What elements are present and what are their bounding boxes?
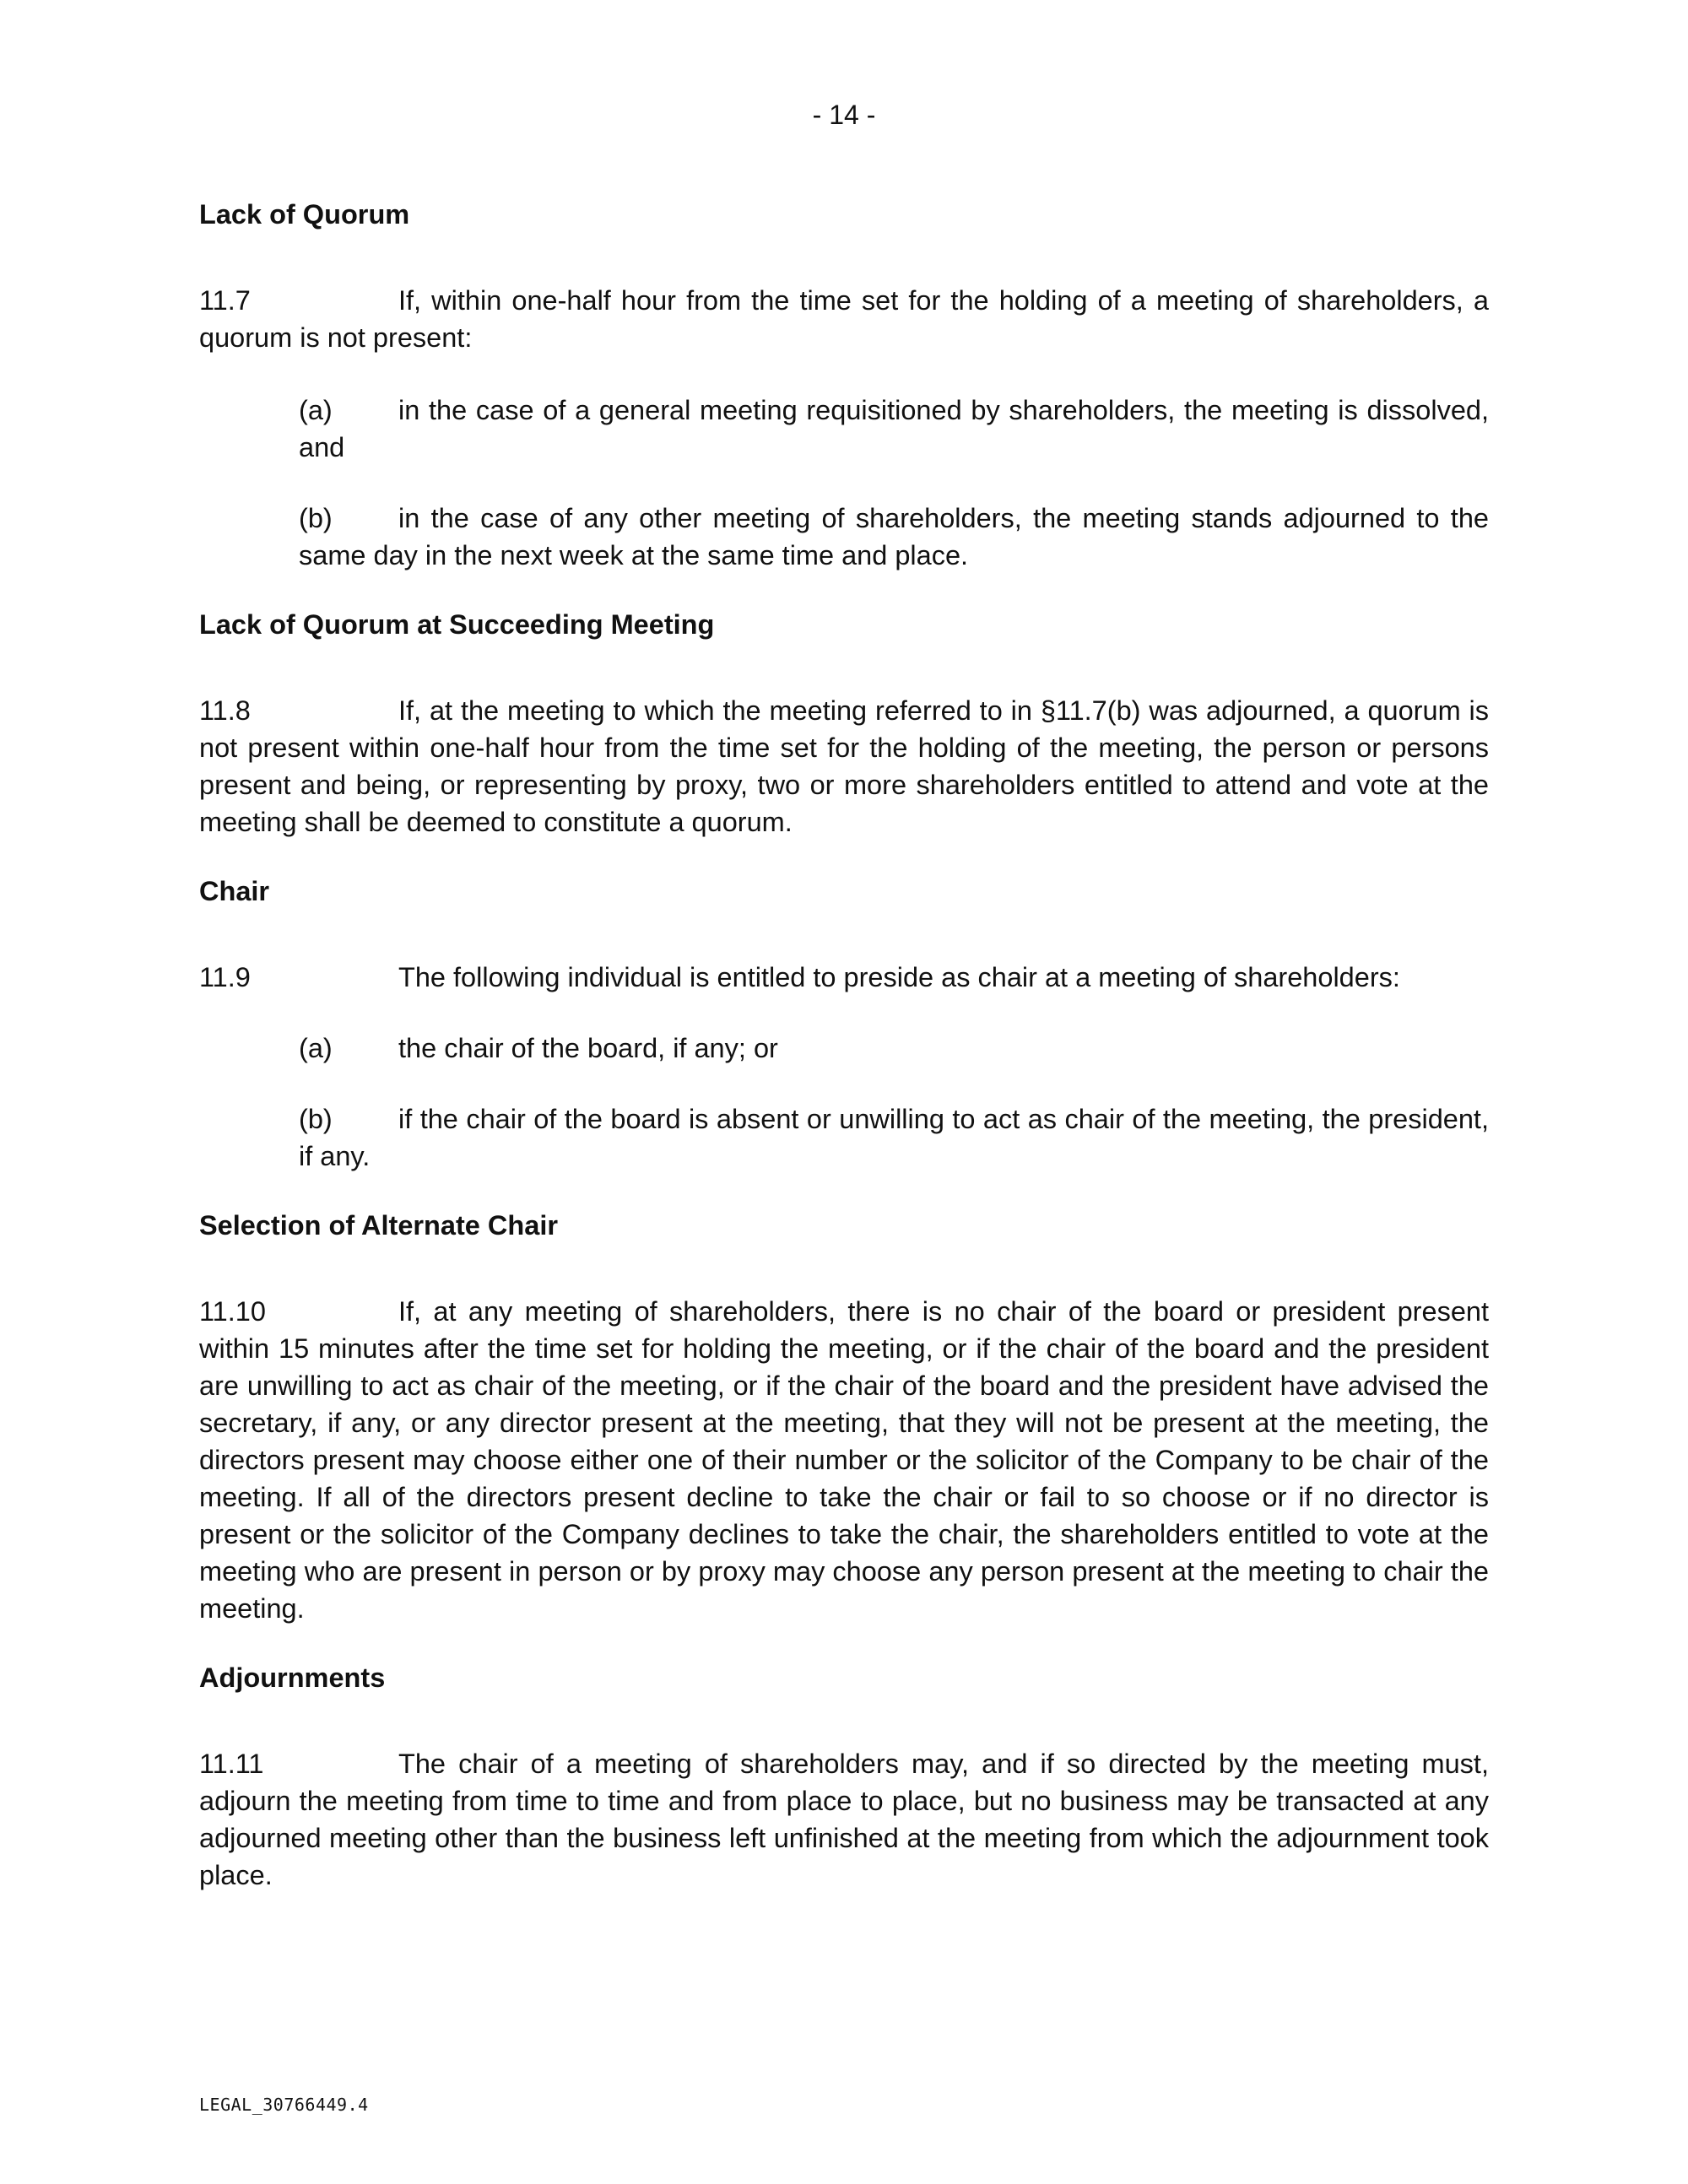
page-number: - 14 - [812,100,876,130]
clause-11-9 [199,959,1489,996]
heading-selection-alternate-chair: Selection of Alternate Chair [199,1210,558,1241]
clause-11-7-b [299,500,1489,574]
clause-text: If, at any meeting of shareholders, there is no chair of the board or president present within 15 minutes after the time set for holding the meeting, or if the chair of the board and the president are unwilling to act as chair of the meeting, or if the chair of the board and the president have advised the secretary, if any, or any director present at the meeting, that they will not be present at the meeting, the directors present may choose either one of their number or the solicitor of the Company to be chair of the meeting. If all of the directors present decline to take the chair or fail to so choose or if no director is present or the solicitor of the Company declines to take the chair, the shareholders entitled to vote at the meeting who are present in person or by proxy may choose any person present at the meeting to chair the meeting. [199,1296,1489,1624]
clause-text: The following individual is entitled to preside as chair at a meeting of shareholders: [398,962,1400,992]
item-text: if the chair of the board is absent or unwilling to act as chair of the meeting, the president, if any. [299,1104,1489,1171]
item-label: (b) [299,503,333,533]
item-text: in the case of a general meeting requisitioned by shareholders, the meeting is dissolved, and [299,395,1489,462]
item-text: in the case of any other meeting of shareholders, the meeting stands adjourned to the same day in the next week at the same time and place. [299,503,1489,570]
heading-adjournments: Adjournments [199,1662,386,1693]
clause-text: If, within one-half hour from the time set for the holding of a meeting of shareholders, a quorum is not present: [199,285,1489,353]
item-label: (a) [299,395,333,425]
heading-lack-of-quorum-succeeding: Lack of Quorum at Succeeding Meeting [199,609,715,640]
document-reference-footer: LEGAL_30766449.4 [199,2095,369,2115]
clause-11-7-a [299,392,1489,466]
clause-11-10 [199,1293,1489,1627]
clause-number: 11.11 [199,1749,264,1779]
document-body [199,196,1489,1894]
item-label: (b) [299,1104,333,1134]
clause-number: 11.10 [199,1296,266,1327]
item-text: the chair of the board, if any; or [398,1033,778,1063]
clause-number: 11.7 [199,285,251,316]
clause-11-8 [199,692,1489,841]
heading-chair: Chair [199,876,270,906]
clause-11-9-b [299,1100,1489,1175]
clause-text: The chair of a meeting of shareholders may, and if so directed by the meeting must, adjourn the meeting from time to time and from place to place, but no business may be transacted at any adjourned meeting other than the business left unfinished at the meeting from which the adjournment took place. [199,1749,1489,1890]
item-label: (a) [299,1033,333,1063]
clause-number: 11.8 [199,695,251,726]
heading-lack-of-quorum: Lack of Quorum [199,199,410,230]
clause-text: If, at the meeting to which the meeting referred to in §11.7(b) was adjourned, a quorum is not present within one-half hour from the time set for the holding of the meeting, the person or persons present and being, or representing by proxy, two or more shareholders entitled to attend and vote at the meeting shall be deemed to constitute a quorum. [199,695,1489,837]
clause-number: 11.9 [199,962,251,992]
clause-11-11 [199,1745,1489,1894]
clause-11-9-a [299,1030,1489,1067]
clause-11-7 [199,282,1489,356]
